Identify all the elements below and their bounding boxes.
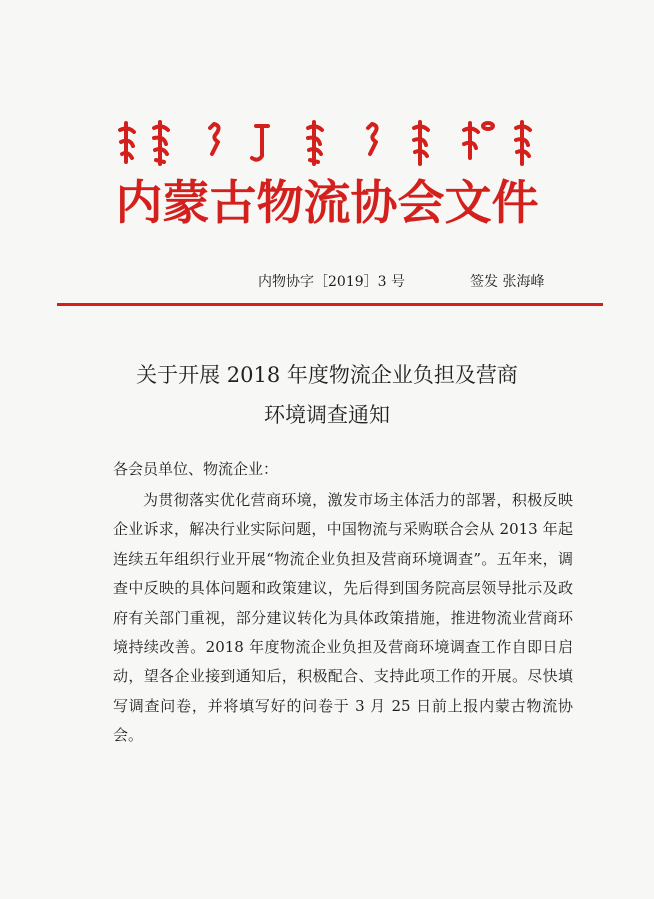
red-divider-line	[57, 303, 603, 306]
notice-title-line-1: 关于开展 2018 年度物流企业负担及营商	[136, 363, 518, 387]
notice-body-paragraph: 为贯彻落实优化营商环境，激发市场主体活力的部署，积极反映企业诉求，解决行业实际问题，中国物流与采购联合会从 2013 年起连续五年组织行业开展“物流企业负担及营商环境调查”。五年来，调查中反映的具体问题和政策建议，先后得到国务院高层领导批示及政府有关部门重视，部分建议转化为具体政策措施，推进物流业营商环境持续改善。2018 年度物流企业负担及营商环境调查工作自即日启动，望各企业接到通知后，积极配合、支持此项工作的开展。尽快填写调查问卷，并将填写好的问卷于 3 月 25 日前上报内蒙古物流协会。	[113, 491, 573, 745]
salutation: 各会员单位、物流企业：	[113, 460, 279, 478]
notice-title-line-2: 环境调查通知	[264, 403, 390, 427]
signer: 签发 张海峰	[470, 274, 545, 290]
org-document-title: 内蒙古物流协会文件	[115, 176, 539, 231]
mongolian-title-lettering	[118, 118, 548, 168]
document-number: 内物协字［2019］3 号	[258, 274, 405, 290]
notice-title	[0, 355, 654, 435]
